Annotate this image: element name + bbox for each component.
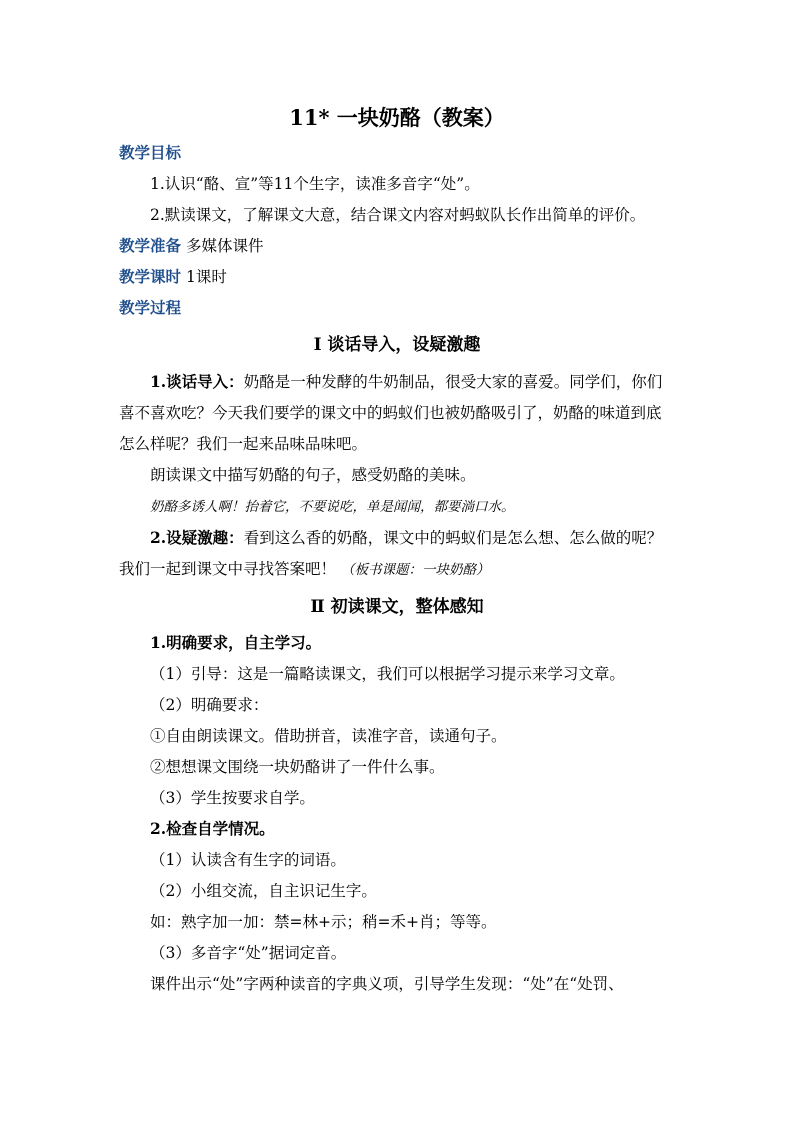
step-2-item-c: 如：熟字加一加：禁=林+示；稍=禾+肖；等等。: [150, 913, 497, 931]
step-2-item-a: （1）认读含有生字的词语。: [150, 851, 346, 869]
s1-paragraph-3-line-2: [119, 558, 489, 581]
s1-paragraph-1-line-1: [150, 371, 662, 393]
preparation-value: 多媒体课件: [185, 237, 264, 255]
objectives-heading: 教学目标: [119, 143, 182, 162]
preparation-row: [119, 235, 263, 257]
duration-value: 1课时: [185, 268, 227, 286]
s1-label-2: 2.设疑激趣：: [150, 528, 244, 547]
s1-paragraph-3-line-1: [150, 527, 662, 549]
step-2-item-b: （2）小组交流，自主识记生字。: [150, 882, 377, 900]
objective-item-1: 1.认识“酪、宣”等11个生字，读准多音字“处”。: [150, 175, 480, 193]
step-2-heading: 2.检查自学情况。: [150, 819, 275, 838]
step-1-item-b1: ①自由朗读课文。借助拼音，读准字音，读通句子。: [150, 727, 507, 745]
s1-paragraph-1-line-3: 怎么样呢？我们一起来品味品味吧。: [119, 435, 368, 453]
preparation-heading: 教学准备: [119, 236, 182, 255]
s1-quote: 奶酪多诱人啊！抬着它，不要说吃，单是闻闻，都要淌口水。: [150, 499, 515, 515]
objective-item-2: 2.默读课文，了解课文大意，结合课文内容对蚂蚁队长作出简单的评价。: [150, 206, 646, 224]
s1-label-1: 1.谈话导入：: [150, 372, 244, 391]
step-1-item-b: （2）明确要求：: [150, 696, 269, 714]
step-2-item-e: 课件出示“处”字两种读音的字典义项，引导学生发现：“处”在“处罚、: [150, 975, 624, 993]
duration-heading: 教学课时: [119, 267, 182, 286]
step-2-item-d: （3）多音字“处”据词定音。: [150, 944, 347, 962]
duration-row: [119, 266, 227, 288]
step-1-item-b2: ②想想课文围绕一块奶酪讲了一件什么事。: [150, 758, 445, 776]
step-1-heading: 1.明确要求，自主学习。: [150, 633, 322, 652]
step-1-item-a: （1）引导：这是一篇略读课文，我们可以根据学习提示来学习文章。: [150, 665, 625, 683]
s1-text-1: 奶酪是一种发酵的牛奶制品，很受大家的喜爱。同学们，你们: [243, 373, 663, 391]
s1-text-3: 看到这么香的奶酪，课文中的蚂蚁们是怎么想、怎么做的呢？: [243, 529, 663, 547]
process-heading: 教学过程: [119, 298, 182, 317]
section-2-title: Ⅱ 初读课文，整体感知: [310, 597, 484, 617]
page-title: 11* 一块奶酪（教案）: [289, 105, 505, 130]
step-1-item-c: （3）学生按要求自学。: [150, 789, 315, 807]
s1-text-3b: 我们一起到课文中寻找答案吧！: [119, 560, 337, 578]
s1-paragraph-2: 朗读课文中描写奶酪的句子，感受奶酪的美味。: [150, 466, 476, 484]
s1-paragraph-1-line-2: 喜不喜欢吃？今天我们要学的课文中的蚂蚁们也被奶酪吸引了，奶酪的味道到底: [119, 404, 662, 422]
section-1-title: Ⅰ 谈话导入，设疑激趣: [313, 335, 481, 355]
board-note: （板书课题：一块奶酪）: [340, 562, 490, 578]
